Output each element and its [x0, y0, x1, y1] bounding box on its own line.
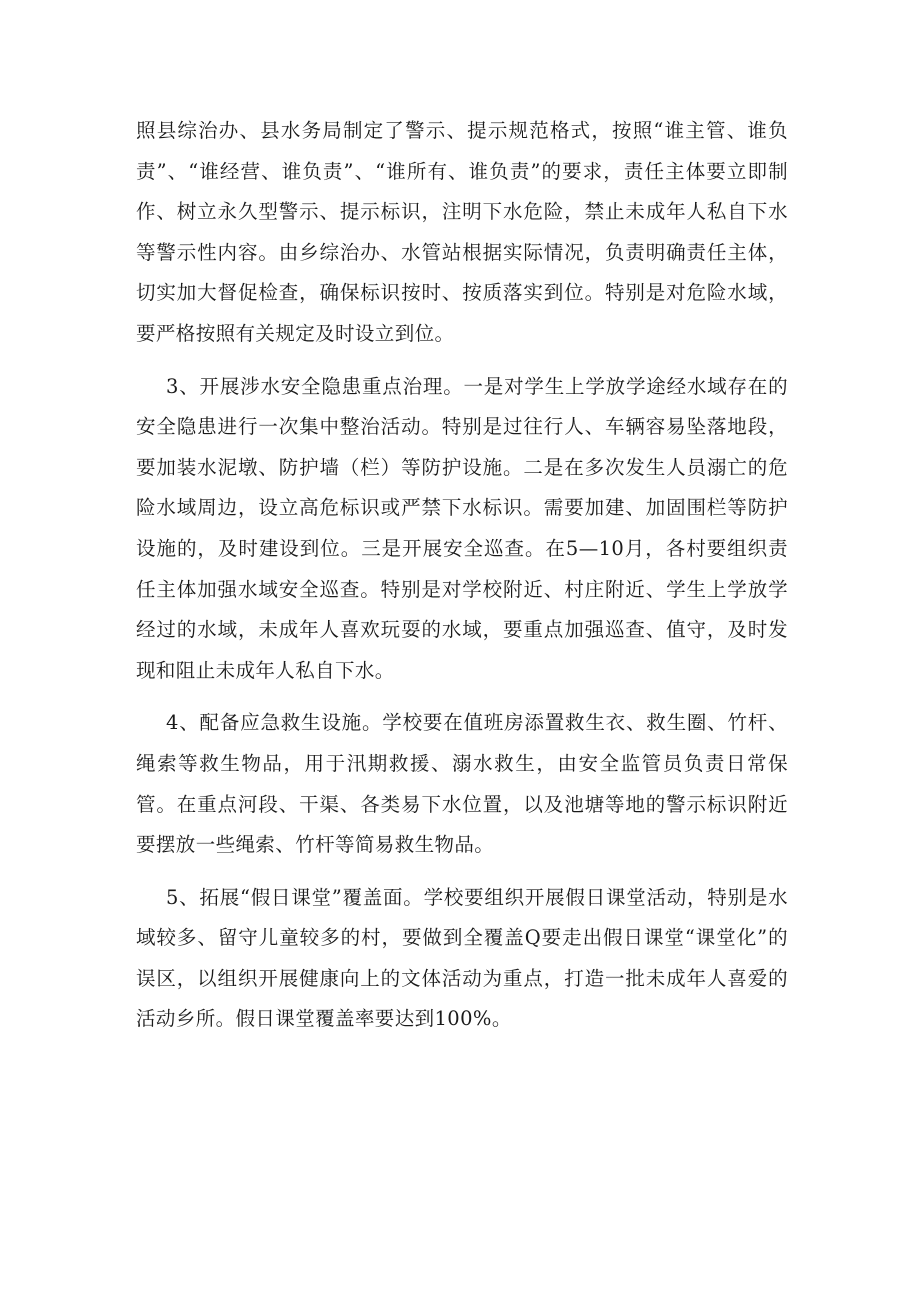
paragraph-hazard-remediation: 3、开展涉水安全隐患重点治理。一是对学生上学放学途经水域存在的安全隐患进行一次集中整治活动。特别是过往行人、车辆容易坠落地段，要加装水泥墩、防护墙（栏）等防护设施。二是在多次发生人员溺亡的危险水域周边，设立高危标识或严禁下水标识。需要加建、加固围栏等防护设施的，及时建设到位。三是开展安全巡查。在5—10月，各村要组织责任主体加强水域安全巡查。特别是对学校附近、村庄附近、学生上学放学经过的水域，未成年人喜欢玩耍的水域，要重点加强巡查、值守，及时发现和阻止未成年人私自下水。 [136, 374, 788, 682]
paragraph-holiday-classroom: 5、拓展“假日课堂”覆盖面。学校要组织开展假日课堂活动，特别是水域较多、留守儿童较多的村，要做到全覆盖Q要走出假日课堂“课堂化”的误区，以组织开展健康向上的文体活动为重点，打造一批未成年人喜爱的活动乡所。假日课堂覆盖率要达到100%。 [136, 885, 788, 1031]
paragraph-warning-signs: 照县综治办、县水务局制定了警示、提示规范格式，按照“谁主管、谁负责”、“谁经营、谁负责”、“谁所有、谁负责”的要求，责任主体要立即制作、树立永久型警示、提示标识，注明下水危险，禁止未成年人私自下水等警示性内容。由乡综治办、水管站根据实际情况，负责明确责任主体，切实加大督促检查，确保标识按时、按质落实到位。特别是对危险水域，要严格按照有关规定及时设立到位。 [136, 119, 788, 345]
document-body [136, 111, 788, 1052]
paragraph-rescue-equipment: 4、配备应急救生设施。学校要在值班房添置救生衣、救生圈、竹杆、绳索等救生物品，用于汛期救援、溺水救生，由安全监管员负责日常保管。在重点河段、干渠、各类易下水位置，以及池塘等地的警示标识附近要摆放一些绳索、竹杆等简易救生物品。 [136, 711, 788, 857]
